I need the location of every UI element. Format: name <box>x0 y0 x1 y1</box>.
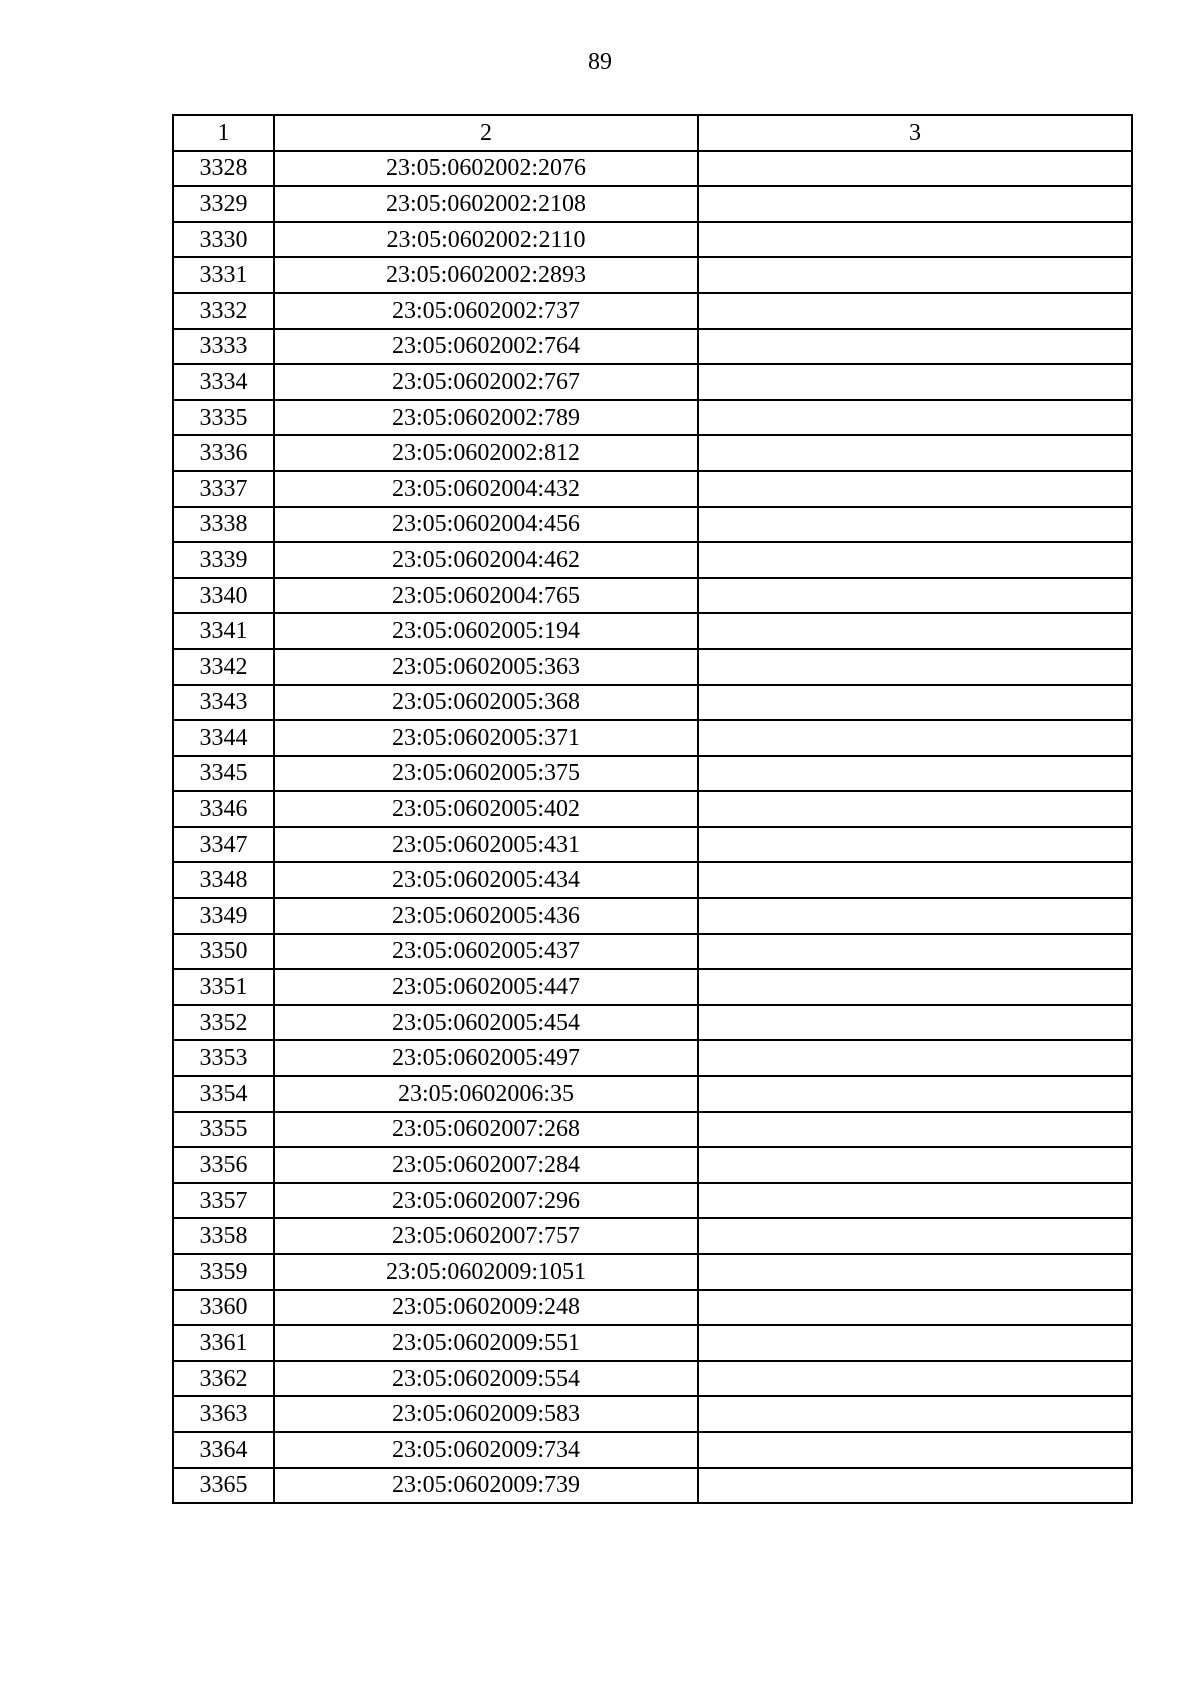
table-row <box>173 364 1132 400</box>
registry-table-body <box>173 115 1132 1503</box>
cadastral-number-cell: 23:05:0602002:737 <box>274 293 698 329</box>
table-row <box>173 720 1132 756</box>
row-number-cell: 3334 <box>173 364 274 400</box>
row-number-cell: 3349 <box>173 898 274 934</box>
table-row <box>173 1112 1132 1148</box>
row-number-cell: 3353 <box>173 1040 274 1076</box>
cadastral-number-cell: 23:05:0602009:554 <box>274 1361 698 1397</box>
note-cell <box>698 969 1132 1005</box>
table-row <box>173 329 1132 365</box>
cadastral-number-cell: 23:05:0602009:734 <box>274 1432 698 1468</box>
table-row <box>173 1290 1132 1326</box>
note-cell <box>698 400 1132 436</box>
table-row <box>173 542 1132 578</box>
table-row <box>173 827 1132 863</box>
table-row <box>173 756 1132 792</box>
row-number-cell: 3328 <box>173 151 274 187</box>
note-cell <box>698 186 1132 222</box>
row-number-cell: 3329 <box>173 186 274 222</box>
row-number-cell: 3359 <box>173 1254 274 1290</box>
page-number: 89 <box>588 49 612 75</box>
table-row <box>173 471 1132 507</box>
table-row <box>173 400 1132 436</box>
cadastral-number-cell: 23:05:0602004:765 <box>274 578 698 614</box>
cadastral-number-cell: 23:05:0602004:432 <box>274 471 698 507</box>
table-row <box>173 1076 1132 1112</box>
table-header-row <box>173 115 1132 151</box>
table-row <box>173 969 1132 1005</box>
row-number-cell: 3352 <box>173 1005 274 1041</box>
table-row <box>173 791 1132 827</box>
cadastral-number-cell: 23:05:0602005:454 <box>274 1005 698 1041</box>
cadastral-number-cell: 23:05:0602005:447 <box>274 969 698 1005</box>
row-number-cell: 3363 <box>173 1396 274 1432</box>
cadastral-number-cell: 23:05:0602002:2108 <box>274 186 698 222</box>
cadastral-number-cell: 23:05:0602007:268 <box>274 1112 698 1148</box>
cadastral-number-cell: 23:05:0602005:375 <box>274 756 698 792</box>
row-number-cell: 3348 <box>173 862 274 898</box>
cadastral-number-cell: 23:05:0602007:296 <box>274 1183 698 1219</box>
table-row <box>173 1183 1132 1219</box>
note-cell <box>698 1432 1132 1468</box>
row-number-cell: 3354 <box>173 1076 274 1112</box>
row-number-cell: 3350 <box>173 934 274 970</box>
row-number-cell: 3332 <box>173 293 274 329</box>
note-cell <box>698 898 1132 934</box>
row-number-cell: 3340 <box>173 578 274 614</box>
cadastral-number-cell: 23:05:0602005:436 <box>274 898 698 934</box>
row-number-cell: 3362 <box>173 1361 274 1397</box>
note-cell <box>698 613 1132 649</box>
note-cell <box>698 507 1132 543</box>
cadastral-number-cell: 23:05:0602005:434 <box>274 862 698 898</box>
note-cell <box>698 934 1132 970</box>
row-number-cell: 3365 <box>173 1468 274 1504</box>
table-row <box>173 934 1132 970</box>
table-row <box>173 1432 1132 1468</box>
row-number-cell: 3351 <box>173 969 274 1005</box>
table-row <box>173 222 1132 258</box>
row-number-cell: 3358 <box>173 1218 274 1254</box>
row-number-cell: 3341 <box>173 613 274 649</box>
row-number-cell: 3336 <box>173 435 274 471</box>
cadastral-number-cell: 23:05:0602009:583 <box>274 1396 698 1432</box>
row-number-cell: 3345 <box>173 756 274 792</box>
cadastral-number-cell: 23:05:0602005:431 <box>274 827 698 863</box>
note-cell <box>698 329 1132 365</box>
table-row <box>173 1468 1132 1504</box>
row-number-cell: 3347 <box>173 827 274 863</box>
cadastral-number-cell: 23:05:0602009:248 <box>274 1290 698 1326</box>
note-cell <box>698 685 1132 721</box>
cadastral-number-cell: 23:05:0602005:497 <box>274 1040 698 1076</box>
row-number-cell: 3331 <box>173 257 274 293</box>
row-number-cell: 3361 <box>173 1325 274 1361</box>
note-cell <box>698 1396 1132 1432</box>
note-cell <box>698 1361 1132 1397</box>
table-row <box>173 1396 1132 1432</box>
note-cell <box>698 1005 1132 1041</box>
table-row <box>173 578 1132 614</box>
note-cell <box>698 435 1132 471</box>
row-number-cell: 3342 <box>173 649 274 685</box>
cadastral-number-cell: 23:05:0602005:402 <box>274 791 698 827</box>
row-number-cell: 3335 <box>173 400 274 436</box>
table-row <box>173 186 1132 222</box>
cadastral-number-cell: 23:05:0602009:739 <box>274 1468 698 1504</box>
table-row <box>173 507 1132 543</box>
note-cell <box>698 720 1132 756</box>
header-cell-1: 1 <box>173 115 274 151</box>
row-number-cell: 3364 <box>173 1432 274 1468</box>
note-cell <box>698 862 1132 898</box>
cadastral-number-cell: 23:05:0602002:2076 <box>274 151 698 187</box>
note-cell <box>698 756 1132 792</box>
cadastral-number-cell: 23:05:0602005:437 <box>274 934 698 970</box>
table-row <box>173 649 1132 685</box>
note-cell <box>698 1040 1132 1076</box>
note-cell <box>698 1112 1132 1148</box>
table-row <box>173 293 1132 329</box>
cadastral-number-cell: 23:05:0602007:757 <box>274 1218 698 1254</box>
cadastral-number-cell: 23:05:0602002:767 <box>274 364 698 400</box>
note-cell <box>698 1218 1132 1254</box>
note-cell <box>698 791 1132 827</box>
cadastral-number-cell: 23:05:0602004:462 <box>274 542 698 578</box>
note-cell <box>698 364 1132 400</box>
cadastral-number-cell: 23:05:0602009:1051 <box>274 1254 698 1290</box>
cadastral-number-cell: 23:05:0602006:35 <box>274 1076 698 1112</box>
note-cell <box>698 257 1132 293</box>
note-cell <box>698 542 1132 578</box>
cadastral-number-cell: 23:05:0602005:368 <box>274 685 698 721</box>
note-cell <box>698 1147 1132 1183</box>
note-cell <box>698 1076 1132 1112</box>
row-number-cell: 3346 <box>173 791 274 827</box>
table-row <box>173 862 1132 898</box>
header-cell-2: 2 <box>274 115 698 151</box>
cadastral-number-cell: 23:05:0602007:284 <box>274 1147 698 1183</box>
row-number-cell: 3360 <box>173 1290 274 1326</box>
row-number-cell: 3344 <box>173 720 274 756</box>
note-cell <box>698 471 1132 507</box>
row-number-cell: 3355 <box>173 1112 274 1148</box>
row-number-cell: 3330 <box>173 222 274 258</box>
table-row <box>173 1005 1132 1041</box>
cadastral-number-cell: 23:05:0602002:2893 <box>274 257 698 293</box>
cadastral-number-cell: 23:05:0602002:2110 <box>274 222 698 258</box>
cadastral-number-cell: 23:05:0602002:789 <box>274 400 698 436</box>
cadastral-number-cell: 23:05:0602009:551 <box>274 1325 698 1361</box>
registry-table <box>172 114 1133 1504</box>
note-cell <box>698 1183 1132 1219</box>
table-row <box>173 685 1132 721</box>
table-row <box>173 1361 1132 1397</box>
note-cell <box>698 827 1132 863</box>
table-row <box>173 151 1132 187</box>
cadastral-number-cell: 23:05:0602005:194 <box>274 613 698 649</box>
note-cell <box>698 578 1132 614</box>
cadastral-number-cell: 23:05:0602004:456 <box>274 507 698 543</box>
note-cell <box>698 1290 1132 1326</box>
table-row <box>173 898 1132 934</box>
cadastral-number-cell: 23:05:0602005:363 <box>274 649 698 685</box>
row-number-cell: 3339 <box>173 542 274 578</box>
note-cell <box>698 151 1132 187</box>
table-row <box>173 1040 1132 1076</box>
table-row <box>173 1325 1132 1361</box>
table-row <box>173 435 1132 471</box>
note-cell <box>698 1254 1132 1290</box>
note-cell <box>698 293 1132 329</box>
row-number-cell: 3357 <box>173 1183 274 1219</box>
table-row <box>173 613 1132 649</box>
row-number-cell: 3356 <box>173 1147 274 1183</box>
row-number-cell: 3337 <box>173 471 274 507</box>
table-row <box>173 257 1132 293</box>
note-cell <box>698 222 1132 258</box>
header-cell-3: 3 <box>698 115 1132 151</box>
table-row <box>173 1218 1132 1254</box>
row-number-cell: 3338 <box>173 507 274 543</box>
note-cell <box>698 649 1132 685</box>
table-row <box>173 1254 1132 1290</box>
row-number-cell: 3333 <box>173 329 274 365</box>
note-cell <box>698 1468 1132 1504</box>
cadastral-number-cell: 23:05:0602005:371 <box>274 720 698 756</box>
cadastral-number-cell: 23:05:0602002:812 <box>274 435 698 471</box>
note-cell <box>698 1325 1132 1361</box>
cadastral-number-cell: 23:05:0602002:764 <box>274 329 698 365</box>
table-row <box>173 1147 1132 1183</box>
row-number-cell: 3343 <box>173 685 274 721</box>
